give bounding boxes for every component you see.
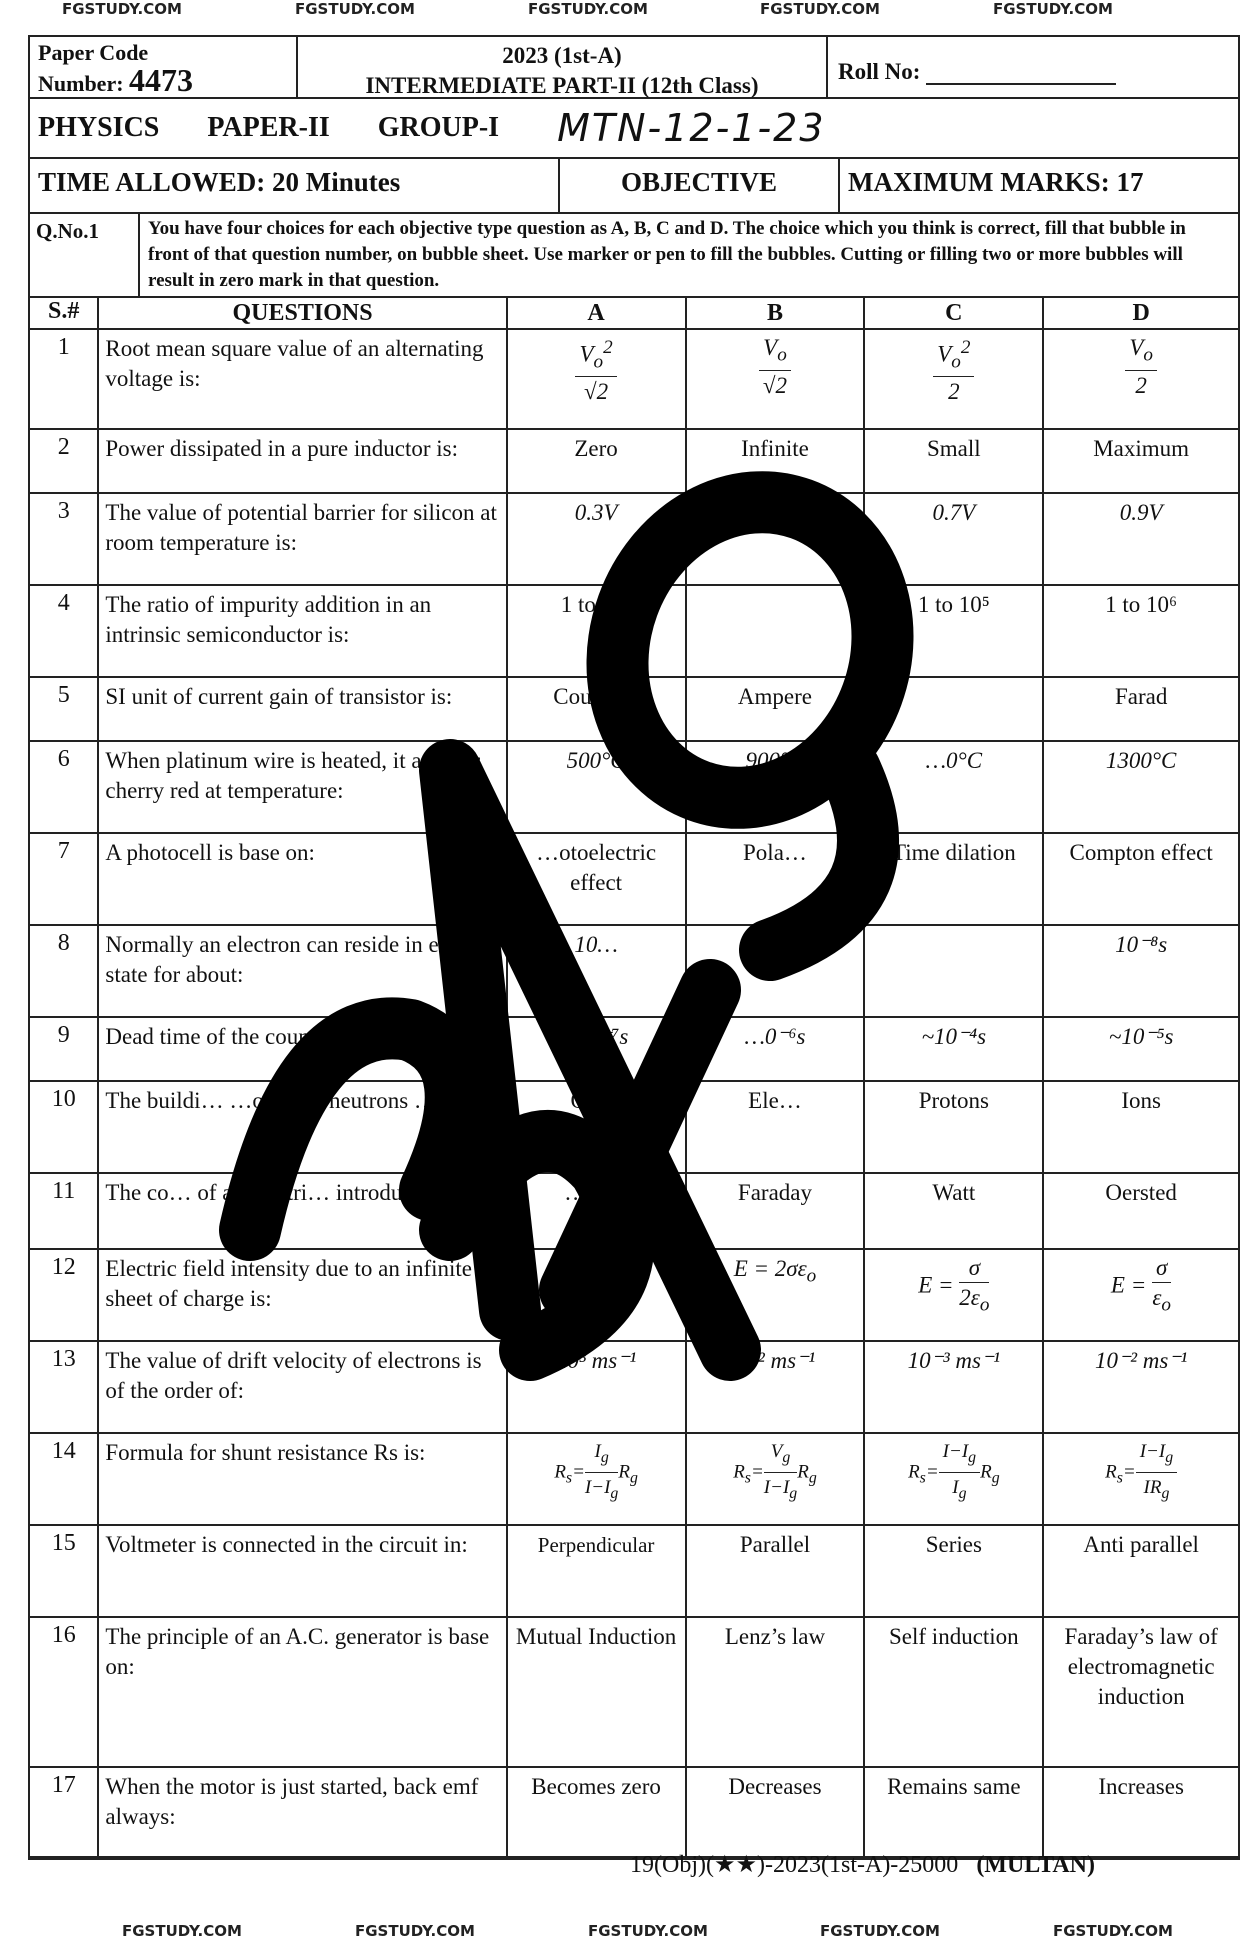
time-row [30, 159, 1238, 214]
group-name: GROUP-I [377, 112, 500, 143]
question-text: The co… of an electri… introduc… [98, 1173, 506, 1249]
row-number: 1 [30, 329, 98, 429]
row-number: 2 [30, 429, 98, 493]
row-number: 3 [30, 493, 98, 585]
header-questions: QUESTIONS [98, 297, 506, 329]
instructions-row [30, 214, 1238, 296]
option-d: Compton effect [1043, 833, 1238, 925]
option-d: ~10⁻⁵s [1043, 1017, 1238, 1081]
option-d: 10⁻⁸s [1043, 925, 1238, 1017]
option-a: 10… [507, 925, 686, 1017]
row-number: 9 [30, 1017, 98, 1081]
option-b: Ampere [686, 677, 865, 741]
exam-class: INTERMEDIATE PART-II (12th Class) [365, 73, 759, 98]
exam-year: 2023 (1st-A) [502, 43, 622, 68]
header-row [30, 37, 1238, 99]
instructions-text: You have four choices for each objective type question as A, B, C and D. The choice which you think is correct, fill that bubble in front of that question number, on bubble sheet. Use marker or pen to fill the bubbles. Cutting or filling two or more bubbles will result in zero mark in that question. [148, 218, 1186, 291]
option-b: …0⁻⁶s [686, 1017, 865, 1081]
question-text: Normally an electron can reside in excited state for about: [98, 925, 506, 1017]
question-text: The value of potential barrier for silicon at room temperature is: [98, 493, 506, 585]
paper-code-label: Paper Code [38, 40, 149, 65]
table-row [30, 925, 1238, 1017]
row-number: 10 [30, 1081, 98, 1173]
option-b: $\frac{V_o}{√2}$ [686, 329, 865, 429]
table-row [30, 1525, 1238, 1617]
exam-sheet [28, 35, 1240, 1860]
option-a: Zero [507, 429, 686, 493]
time-allowed: TIME ALLOWED: 20 Minutes [30, 159, 560, 212]
option-a: 1 to 10³ [507, 585, 686, 677]
row-number: 6 [30, 741, 98, 833]
option-c: Self induction [864, 1617, 1043, 1767]
option-a: …otoelectric effect [507, 833, 686, 925]
option-c: E = $\frac{\sigma}{2\varepsilon_o}$ [864, 1249, 1043, 1341]
option-d: Anti parallel [1043, 1525, 1238, 1617]
option-a: Qu… [507, 1081, 686, 1173]
table-row [30, 833, 1238, 925]
option-b: Ele… [686, 1081, 865, 1173]
option-b: $R_s=$ $\frac{V_g}{I-I_g}$ $R_g$ [686, 1433, 865, 1525]
option-c: $\frac{V_o^2}{2}$ [864, 329, 1043, 429]
option-a: Mutual Induction [507, 1617, 686, 1767]
handwritten-note: MTN-12-1-23 [557, 106, 826, 150]
footer-paper-code: 19(Obj)(★★)-2023(1st-A)-25000 [630, 1852, 959, 1878]
question-text: The ratio of impurity addition in an intrinsic semiconductor is: [98, 585, 506, 677]
subject-row [30, 99, 1238, 159]
question-text: Root mean square value of an alternating voltage is: [98, 329, 506, 429]
table-row [30, 1767, 1238, 1857]
option-d: 10⁻² ms⁻¹ [1043, 1341, 1238, 1433]
option-d: 1 to 10⁶ [1043, 585, 1238, 677]
watermark-text: FGSTUDY.COM [355, 1922, 475, 1940]
footer-code [630, 1850, 1095, 1879]
row-number: 12 [30, 1249, 98, 1341]
table-row [30, 493, 1238, 585]
watermark-text: FGSTUDY.COM [528, 0, 648, 18]
questions-table [30, 296, 1238, 1858]
option-d: $R_s=$ $\frac{I-I_g}{IR_g}$ [1043, 1433, 1238, 1525]
option-c [864, 677, 1043, 741]
option-b: Parallel [686, 1525, 865, 1617]
question-text: A photocell is base on: [98, 833, 506, 925]
table-row [30, 677, 1238, 741]
subject-name: PHYSICS [38, 112, 160, 143]
watermark-text: FGSTUDY.COM [993, 0, 1113, 18]
question-number-label: Q.No.1 [30, 214, 140, 296]
option-a: 10³ ms⁻¹ [507, 1341, 686, 1433]
option-a: $R_s=$ $\frac{I_g}{I-I_g}$ $R_g$ [507, 1433, 686, 1525]
watermark-text: FGSTUDY.COM [588, 1922, 708, 1940]
exam-title-box [298, 37, 828, 97]
header-d: D [1043, 297, 1238, 329]
option-d: Increases [1043, 1767, 1238, 1857]
table-row [30, 1173, 1238, 1249]
table-row [30, 1617, 1238, 1767]
question-text: Voltmeter is connected in the circuit in: [98, 1525, 506, 1617]
option-c: 10⁻³ ms⁻¹ [864, 1341, 1043, 1433]
row-number: 13 [30, 1341, 98, 1433]
table-row [30, 1341, 1238, 1433]
option-b: Faraday [686, 1173, 865, 1249]
question-text: The value of drift velocity of electrons is of the order of: [98, 1341, 506, 1433]
option-d: 1300°C [1043, 741, 1238, 833]
table-header [30, 297, 1238, 329]
question-text: When platinum wire is heated, it appears cherry red at temperature: [98, 741, 506, 833]
question-text: Electric field intensity due to an infinite sheet of charge is: [98, 1249, 506, 1341]
option-d: 0.9V [1043, 493, 1238, 585]
row-number: 8 [30, 925, 98, 1017]
section-title: OBJECTIVE [560, 159, 840, 212]
roll-label: Roll No: [838, 59, 921, 84]
watermark-text: FGSTUDY.COM [1053, 1922, 1173, 1940]
row-number: 4 [30, 585, 98, 677]
question-text: Power dissipated in a pure inductor is: [98, 429, 506, 493]
option-a: 500°C [507, 741, 686, 833]
option-b: 10⁻⁴s [686, 925, 865, 1017]
roll-number-box [828, 37, 1238, 97]
row-number: 5 [30, 677, 98, 741]
option-c: Protons [864, 1081, 1043, 1173]
table-row [30, 741, 1238, 833]
option-d: Ions [1043, 1081, 1238, 1173]
option-d: Faraday’s law of electromagnetic induction [1043, 1617, 1238, 1767]
option-d: E = $\frac{\sigma}{\varepsilon_o}$ [1043, 1249, 1238, 1341]
question-text: The buildi… …ons and neutrons …alled: [98, 1081, 506, 1173]
paper-code-box [30, 37, 298, 97]
option-d: Maximum [1043, 429, 1238, 493]
header-b: B [686, 297, 865, 329]
option-a: Perpendicular [507, 1525, 686, 1617]
table-row [30, 585, 1238, 677]
option-b: $E = 2\sigma\varepsilon_o$ [686, 1249, 865, 1341]
option-a: E = $\frac{2\sigma}{\varepsilon_o}$ [507, 1249, 686, 1341]
row-number: 14 [30, 1433, 98, 1525]
option-c: …0°C [864, 741, 1043, 833]
header-sn: S.# [30, 297, 98, 329]
option-c: ~10⁻⁴s [864, 1017, 1043, 1081]
question-text: When the motor is just started, back emf always: [98, 1767, 506, 1857]
paper-name: PAPER-II [207, 112, 330, 143]
row-number: 17 [30, 1767, 98, 1857]
row-number: 11 [30, 1173, 98, 1249]
option-b: 900°C [686, 741, 865, 833]
row-number: 15 [30, 1525, 98, 1617]
table-row [30, 1433, 1238, 1525]
option-d: Farad [1043, 677, 1238, 741]
option-c: Watt [864, 1173, 1043, 1249]
table-row [30, 1249, 1238, 1341]
question-text: Dead time of the counter is: [98, 1017, 506, 1081]
question-text: SI unit of current gain of transistor is: [98, 677, 506, 741]
watermark-text: FGSTUDY.COM [820, 1922, 940, 1940]
option-c: Remains same [864, 1767, 1043, 1857]
watermark-text: FGSTUDY.COM [62, 0, 182, 18]
option-c: Series [864, 1525, 1043, 1617]
paper-number: 4473 [129, 62, 194, 98]
option-c [864, 925, 1043, 1017]
option-a: …enry [507, 1173, 686, 1249]
max-marks: MAXIMUM MARKS: 17 [848, 167, 1144, 197]
roll-number-field[interactable] [926, 57, 1116, 85]
header-a: A [507, 297, 686, 329]
option-c: Small [864, 429, 1043, 493]
watermark-text: FGSTUDY.COM [122, 1922, 242, 1940]
header-c: C [864, 297, 1043, 329]
option-b [686, 585, 865, 677]
watermark-text: FGSTUDY.COM [760, 0, 880, 18]
option-d: Oersted [1043, 1173, 1238, 1249]
option-b: Infinite [686, 429, 865, 493]
footer-city: (MULTAN) [976, 1852, 1095, 1878]
option-c: 1 to 10⁵ [864, 585, 1043, 677]
option-d: $\frac{V_o}{2}$ [1043, 329, 1238, 429]
table-row [30, 429, 1238, 493]
option-b: 10² ms⁻¹ [686, 1341, 865, 1433]
row-number: 16 [30, 1617, 98, 1767]
option-b: Pola… [686, 833, 865, 925]
option-a: 0.3V [507, 493, 686, 585]
option-c: 0.7V [864, 493, 1043, 585]
question-text: The principle of an A.C. generator is base on: [98, 1617, 506, 1767]
option-b: Lenz’s law [686, 1617, 865, 1767]
table-row [30, 1017, 1238, 1081]
option-a: $\frac{V_o^2}{√2}$ [507, 329, 686, 429]
option-c: Time dilation [864, 833, 1043, 925]
table-row [30, 1081, 1238, 1173]
option-a: Becomes zero [507, 1767, 686, 1857]
row-number: 7 [30, 833, 98, 925]
question-text: Formula for shunt resistance Rs is: [98, 1433, 506, 1525]
watermark-text: FGSTUDY.COM [295, 0, 415, 18]
option-b: Decreases [686, 1767, 865, 1857]
number-label: Number: [38, 71, 124, 96]
option-b: 0.5V [686, 493, 865, 585]
option-a: ~10⁻⁷s [507, 1017, 686, 1081]
table-row [30, 329, 1238, 429]
option-a: Coulomb [507, 677, 686, 741]
option-c: $R_s=$ $\frac{I-I_g}{I_g}$ $R_g$ [864, 1433, 1043, 1525]
